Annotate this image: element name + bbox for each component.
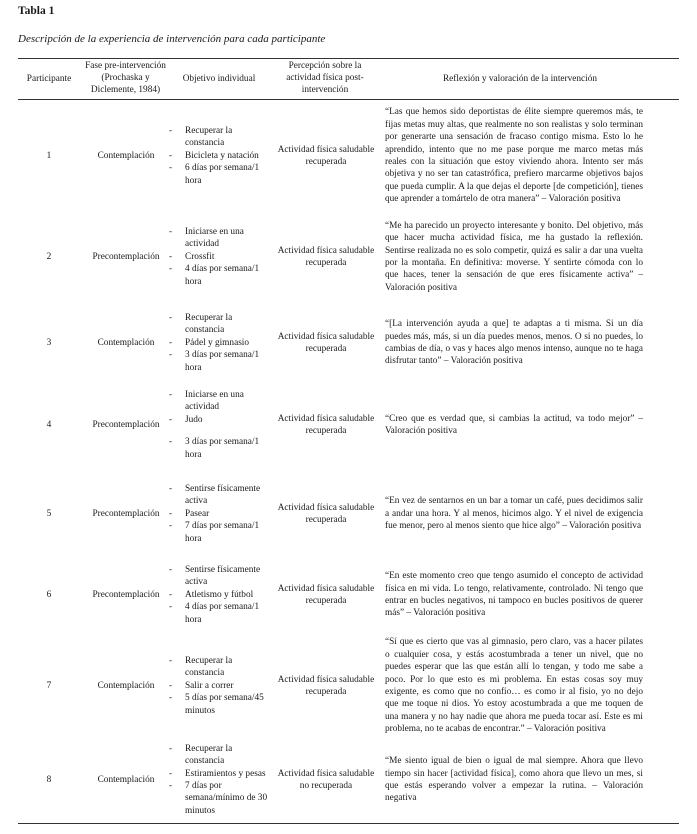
objective-list — [169, 125, 269, 187]
header-phase: Fase pre-intervención (Prochaska y Diclemente, 1984) — [85, 61, 166, 95]
reflection-cell — [385, 312, 643, 374]
objective-cell — [169, 312, 269, 374]
objective-item: - Recuperar la constancia — [169, 312, 269, 337]
objective-item: - Salir a correr — [169, 680, 269, 692]
objective-item: - Iniciarse en una actividad — [169, 226, 269, 251]
perception-value: Actividad física saludable recuperada — [277, 413, 375, 436]
participant-cell — [20, 218, 78, 296]
objective-cell — [169, 560, 269, 630]
objective-cell — [169, 634, 269, 738]
phase-cell — [80, 102, 172, 210]
perception-value: Actividad física saludable recuperada — [277, 331, 375, 354]
objective-list — [169, 564, 269, 626]
objective-cell — [169, 102, 269, 210]
reflection-cell — [385, 742, 643, 818]
participant-number: 2 — [46, 251, 52, 262]
objective-item: - 3 días por semana/1 hora — [169, 436, 269, 461]
phase-value: Contemplación — [97, 337, 155, 348]
reflection-cell — [385, 560, 643, 630]
objective-item: - Iniciarse en una actividad — [169, 389, 269, 414]
participant-number: 5 — [46, 508, 52, 519]
participant-cell — [20, 560, 78, 630]
phase-value: Contemplación — [97, 774, 155, 785]
participant-number: 6 — [46, 589, 52, 600]
perception-value: Actividad física saludable no recuperada — [277, 768, 375, 791]
header-reflection: Reflexión y valoración de la intervención — [442, 74, 598, 84]
participant-number: 7 — [46, 680, 52, 691]
objective-list — [169, 312, 269, 374]
objective-item: - Sentirse físicamente activa — [169, 564, 269, 589]
objective-cell — [169, 476, 269, 552]
perception-value: Actividad física saludable recuperada — [277, 502, 375, 525]
perception-cell — [275, 312, 377, 374]
phase-cell — [80, 560, 172, 630]
participant-cell — [20, 102, 78, 210]
objective-item: - Crossfit — [169, 251, 269, 263]
objective-item: - Bicicleta y natación — [169, 150, 269, 162]
objective-list — [169, 226, 269, 288]
perception-cell — [275, 742, 377, 818]
perception-cell — [275, 560, 377, 630]
phase-cell — [80, 218, 172, 296]
perception-cell — [275, 476, 377, 552]
objective-item: - Recuperar la constancia — [169, 743, 269, 768]
reflection-quote: “Las que hemos sido deportistas de élite siempre queremos más, te fijas metas muy altas, que realmente no son realistas y solo terminan por generarte una sensación de fracaso contigo misma. Esto lo he aprendido, intento que no me pase porque me marco metas más reales con la situación que estoy viviendo ahora. Intento ser más objetiva y no ser tan catastrófica, prefiero marcarme objetivos bajos que pueda cumplir. A la que dejas el deporte [de competición], tienes que aprender a tomártelo de otra manera” – Valoración positiva — [385, 107, 643, 205]
reflection-cell — [385, 102, 643, 210]
objective-item: - Atletismo y fútbol — [169, 589, 269, 601]
table-label: Tabla 1 — [18, 5, 55, 17]
objective-item: - 5 días por semana/45 minutos — [169, 692, 269, 717]
objective-item: - Recuperar la constancia — [169, 655, 269, 680]
participant-number: 4 — [46, 419, 52, 430]
header-bottom-rule — [18, 99, 679, 100]
objective-item: - 6 días por semana/1 hora — [169, 162, 269, 187]
objective-item: - Judo — [169, 414, 269, 426]
objective-item: - 4 días por semana/1 hora — [169, 263, 269, 288]
objective-item: - 3 días por semana/1 hora — [169, 349, 269, 374]
objective-cell — [169, 218, 269, 296]
phase-value: Precontemplación — [92, 508, 160, 519]
header-perception: Percepción sobre la actividad física post-intervención — [286, 61, 364, 95]
objective-item: - Pádel y gimnasio — [169, 337, 269, 349]
participant-cell — [20, 634, 78, 738]
perception-cell — [275, 218, 377, 296]
table-top-rule — [18, 58, 679, 59]
objective-item: - Recuperar la constancia — [169, 125, 269, 150]
perception-value: Actividad física saludable recuperada — [277, 674, 375, 697]
reflection-cell — [385, 382, 643, 468]
objective-cell — [169, 382, 269, 468]
participant-cell — [20, 312, 78, 374]
objective-item: - Estiramientos y pesas — [169, 768, 269, 780]
participant-cell — [20, 476, 78, 552]
perception-value: Actividad física saludable recuperada — [277, 245, 375, 268]
phase-cell — [80, 312, 172, 374]
phase-value: Contemplación — [97, 680, 155, 691]
reflection-quote: “En vez de sentarnos en un bar a tomar un café, pues decidimos salir a andar una hora. Y al menos, hicimos algo. Y el nivel de exigencia fue menor, pero al menos siento que hice algo” – Valoración positiva — [385, 496, 643, 532]
objective-item: - Sentirse físicamente activa — [169, 483, 269, 508]
reflection-quote: “En este momento creo que tengo asumido el concepto de actividad física en mi vida. Lo tengo, relativamente, controlado. Ni tengo que entrar en bucles negativos, ni tampoco en bucles positivos de querer más” – Valoración positiva — [385, 571, 643, 619]
participant-cell — [20, 742, 78, 818]
perception-value: Actividad física saludable recuperada — [277, 144, 375, 167]
reflection-cell — [385, 634, 643, 738]
reflection-cell — [385, 476, 643, 552]
objective-list — [169, 483, 269, 545]
participant-number: 3 — [46, 337, 52, 348]
table-bottom-rule — [18, 823, 679, 824]
phase-value: Contemplación — [97, 150, 155, 161]
phase-value: Precontemplación — [92, 419, 160, 430]
phase-cell — [80, 634, 172, 738]
reflection-quote: “Me ha parecido un proyecto interesante y bonito. Del objetivo, más que hacer mucha actividad física, me ha gustado la reflexión. Sentirse realizada no es solo competir, quizá es salir a dar una vuelta por la montaña. En definitiva: moverse. Y sentirte cómoda con lo que haces, tener la sensación de que eres físicamente activa” – Valoración positiva — [385, 220, 643, 293]
reflection-quote: “[La intervención ayuda a que] te adaptas a ti misma. Si un día puedes más, más, si un día puedes menos, menos. O si no puedes, lo cambias de día, o vas y haces algo menos intenso, aunque no te haga disfrutar tanto” – Valoración positiva — [385, 319, 643, 367]
reflection-cell — [385, 218, 643, 296]
reflection-quote: “Me siento igual de bien o igual de mal siempre. Ahora que llevo tiempo sin hacer [actividad física], como ahora que llevo un mes, si que estás esperando volver a empezar la rutina. – Valoración negativa — [385, 756, 643, 804]
reflection-quote: “Creo que es verdad que, si cambias la actitud, va todo mejor” – Valoración positiva — [385, 413, 643, 436]
perception-cell — [275, 102, 377, 210]
objective-list — [169, 389, 269, 461]
phase-cell — [80, 382, 172, 468]
participant-cell — [20, 382, 78, 468]
objective-cell — [169, 742, 269, 818]
header-participant: Participante — [26, 74, 72, 84]
phase-cell — [80, 476, 172, 552]
participant-number: 1 — [46, 150, 52, 161]
reflection-quote: “Sí que es cierto que vas al gimnasio, pero claro, vas a hacer pilates o cualquier cosa, y estás acostumbrada a tener un nivel, que no puedes esperar que las que están allí lo tengan, y todo me sabe a poco. Por lo que esto es mi problema. En estas cosas soy muy exigente, es como que no confío… es como ir al fisio, yo no dejo que me toque ni dios. Yo estoy acostumbrada a que me toquen de una manera y no hay nadie que ahora me pueda tocar así. Este es mi problema, no te acabas de encontrar.” – Valoración positiva — [385, 637, 643, 735]
phase-value: Precontemplación — [92, 251, 160, 262]
table-title: Descripción de la experiencia de intervención para cada participante — [18, 33, 326, 45]
objective-item: - 7 días por semana/mínimo de 30 minutos — [169, 780, 269, 817]
objective-item: - 7 días por semana/1 hora — [169, 520, 269, 545]
objective-list — [169, 655, 269, 717]
objective-list — [169, 743, 269, 817]
perception-value: Actividad física saludable recuperada — [277, 583, 375, 606]
phase-cell — [80, 742, 172, 818]
header-objective: Objetivo individual — [182, 74, 256, 84]
objective-item: - Pasear — [169, 508, 269, 520]
phase-value: Precontemplación — [92, 589, 160, 600]
objective-item: - 4 días por semana/1 hora — [169, 601, 269, 626]
perception-cell — [275, 382, 377, 468]
perception-cell — [275, 634, 377, 738]
participant-number: 8 — [46, 774, 52, 785]
